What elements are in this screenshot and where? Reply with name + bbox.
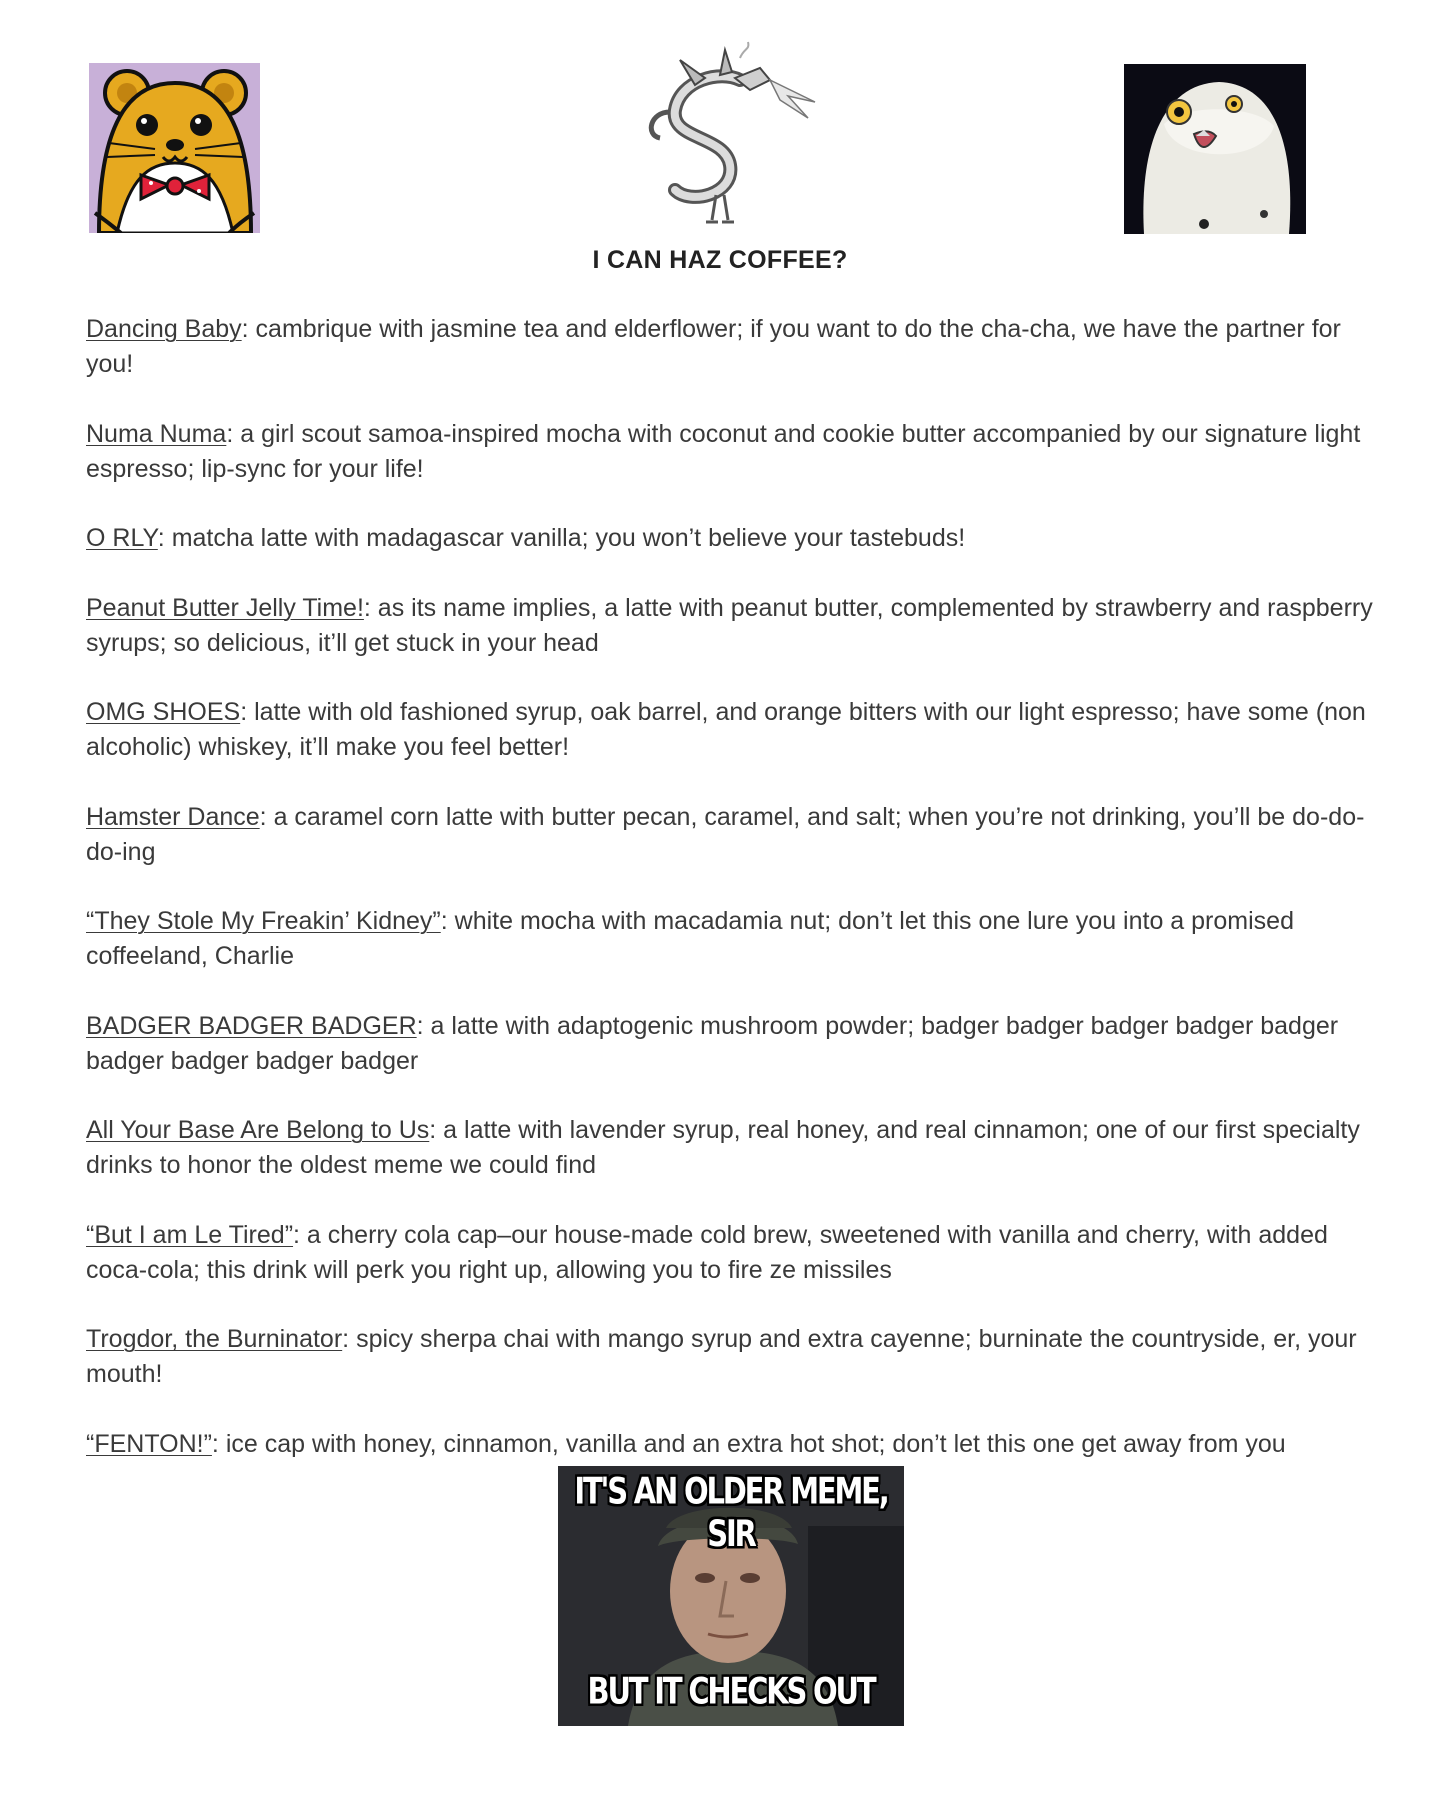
menu-item-name[interactable]: Trogdor, the Burninator: [86, 1325, 343, 1353]
menu-item-numa-numa: [86, 417, 1376, 487]
meme-bottom-caption: BUT IT CHECKS OUT: [587, 1669, 875, 1713]
menu-item-name[interactable]: Numa Numa: [86, 419, 227, 448]
menu-item-description: : as its name implies, a latte with peanut butter, complemented by strawberry and raspberry syrups; so delicious, it’ll get stuck in your head: [86, 593, 1373, 657]
menu-item-name[interactable]: OMG SHOES: [86, 698, 241, 726]
menu-item-hamster-dance: [86, 800, 1376, 870]
dragon-icon: [620, 40, 820, 235]
page-title: I CAN HAZ COFFEE?: [592, 246, 848, 274]
menu-item-description: : matcha latte with madagascar vanilla; you won’t believe your tastebuds!: [157, 524, 966, 552]
older-meme-image: [558, 1466, 904, 1726]
menu-item-name[interactable]: BADGER BADGER BADGER: [86, 1011, 417, 1040]
menu-item-description: : white mocha with macadamia nut; don’t let this one lure you into a promised coffeeland, Charlie: [86, 907, 1294, 970]
o-rly-owl-image: [1124, 64, 1306, 234]
menu-item-description: : a caramel corn latte with butter pecan, caramel, and salt; when you’re not drinking, you’ll be do-do-do-ing: [86, 802, 1365, 866]
menu-item-peanut-butter-jelly-time: [86, 591, 1376, 661]
menu-item-trogdor: [86, 1322, 1376, 1392]
menu-item-o-rly: [86, 521, 1376, 556]
menu-item-all-your-base: [86, 1113, 1376, 1183]
menu-item-name[interactable]: Peanut Butter Jelly Time!: [86, 593, 364, 622]
menu-item-description: : ice cap with honey, cinnamon, vanilla and an extra hot shot; don’t let this one get away from you: [211, 1429, 1286, 1458]
menu-item-name[interactable]: O RLY: [86, 524, 158, 552]
menu-item-description: : spicy sherpa chai with mango syrup and extra cayenne; burninate the countryside, er, your mouth!: [86, 1325, 1357, 1388]
menu-item-name[interactable]: “But I am Le Tired”: [86, 1220, 294, 1249]
menu-item-description: : a latte with adaptogenic mushroom powder; badger badger badger badger badger badger badger badger badger: [86, 1011, 1339, 1075]
menu-item-dancing-baby: [86, 312, 1376, 382]
hamster-image: [89, 63, 260, 233]
menu-item-name[interactable]: Dancing Baby: [86, 315, 242, 343]
menu-item-name[interactable]: Hamster Dance: [86, 802, 260, 831]
hamster-icon: [89, 63, 260, 233]
menu-item-description: : cambrique with jasmine tea and elderflower; if you want to do the cha-cha, we have the partner for you!: [86, 315, 1341, 378]
menu-item-description: : a cherry cola cap–our house-made cold brew, sweetened with vanilla and cherry, with added coca-cola; this drink will perk you right up, allowing you to fire ze missiles: [86, 1220, 1328, 1284]
menu-item-name[interactable]: All Your Base Are Belong to Us: [86, 1116, 430, 1144]
menu-item-description: : a latte with lavender syrup, real honey, and real cinnamon; one of our first specialty drinks to honor the oldest meme we could find: [86, 1116, 1360, 1179]
menu-item-fenton: [86, 1427, 1376, 1462]
meme-top-caption: IT'S AN OLDER MEME, SIR: [574, 1469, 888, 1555]
menu-item-name[interactable]: “FENTON!”: [86, 1429, 212, 1458]
menu-item-they-stole-my-freakin-kidney: [86, 904, 1376, 974]
menu-item-description: : a girl scout samoa-inspired mocha with coconut and cookie butter accompanied by our signature light espresso; lip-sync for your life!: [86, 419, 1361, 483]
menu-item-description: : latte with old fashioned syrup, oak barrel, and orange bitters with our light espresso; have some (non alcoholic) whiskey, it’ll make you feel better!: [86, 698, 1366, 761]
drink-menu-list: [86, 312, 1376, 1496]
menu-item-badger-badger-badger: [86, 1009, 1376, 1079]
owl-icon: [1124, 64, 1306, 234]
trogdor-dragon-image: [620, 40, 820, 235]
menu-item-but-i-am-le-tired: [86, 1218, 1376, 1288]
menu-item-omg-shoes: [86, 695, 1376, 765]
menu-item-name[interactable]: “They Stole My Freakin’ Kidney”: [86, 907, 441, 935]
